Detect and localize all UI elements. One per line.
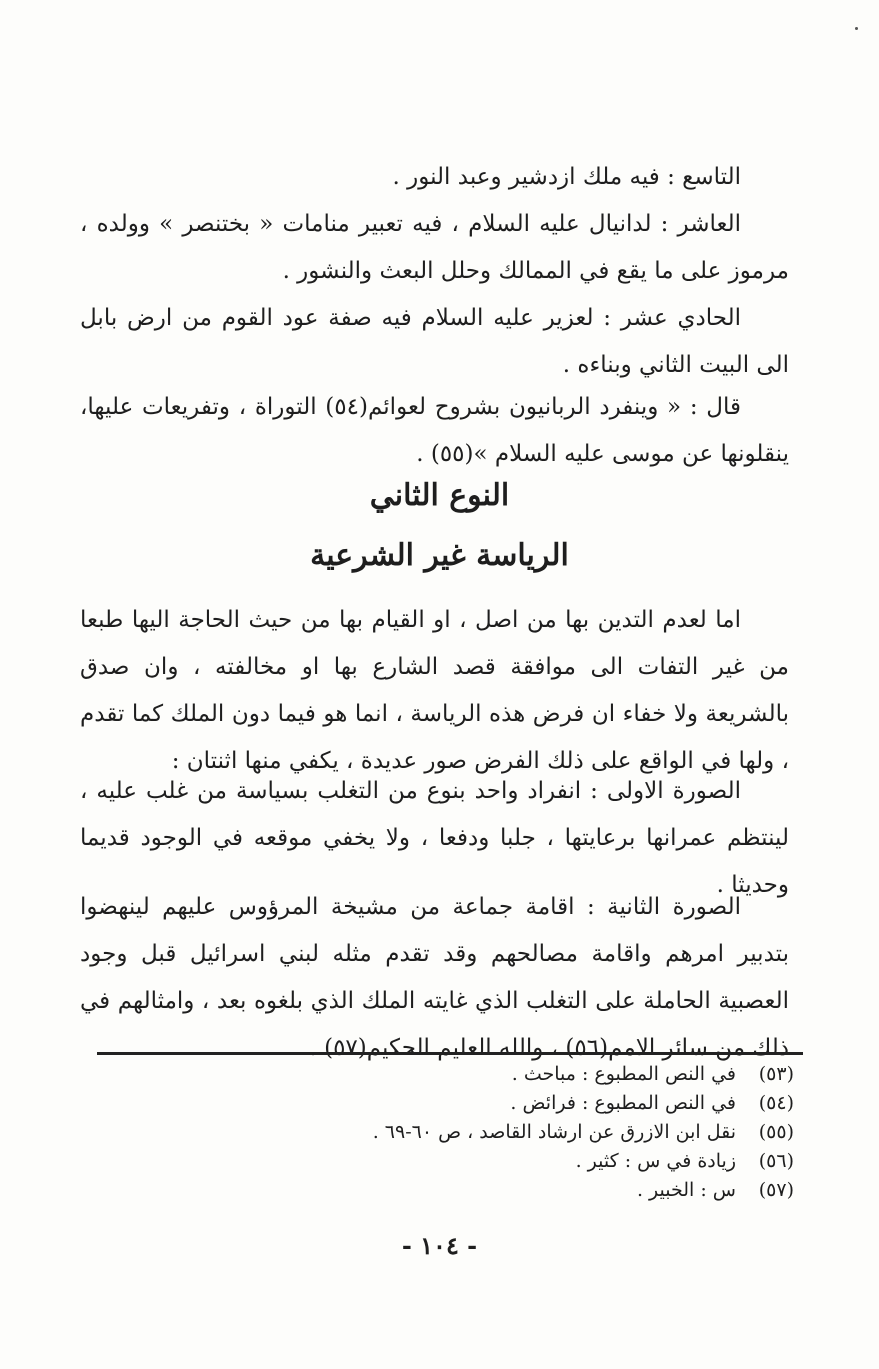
paragraph-tenth: العاشر : لدانيال عليه السلام ، فيه تعبير منامات « بختنصر » وولده ، مرموز على ما يقع في الممالك وحلل البعث والنشور .: [80, 211, 789, 284]
footnote-number: (٥٧): [758, 1179, 794, 1201]
footnote-item: [154, 1089, 794, 1118]
footnote-text: زيادة في س : كثير .: [575, 1150, 736, 1172]
paragraph-first-form: الصورة الاولى : انفراد واحد بنوع من التغلب بسياسة من غلب عليه ، لينتظم عمرانها برعايتها ، جلبا ودفعا ، ولا يخفي موقعه في الوجود قديما وحديثا .: [80, 778, 789, 898]
paragraph-quote: قال : « وينفرد الربانيون بشروح لعوائم(٥٤) التوراة ، وتفريعات عليها، ينقلونها عن موسى عليه السلام »(٥٥) .: [80, 394, 789, 467]
footnote-number: (٥٤): [758, 1092, 794, 1114]
footnote-text: في النص المطبوع : فرائض .: [510, 1092, 736, 1114]
footnote-number: (٥٥): [758, 1121, 794, 1143]
footnote-number: (٥٦): [758, 1150, 794, 1172]
paragraph-eleventh: الحادي عشر : لعزير عليه السلام فيه صفة عود القوم من ارض بابل الى البيت الثاني وبناءه .: [80, 305, 789, 378]
footnote-item: [154, 1118, 794, 1147]
footnote-text: نقل ابن الازرق عن ارشاد القاصد ، ص ٦٠-٦٩ .: [372, 1121, 736, 1143]
footnote-item: [154, 1060, 794, 1089]
footnote-divider: [97, 1052, 803, 1055]
paragraph-intro: اما لعدم التدين بها من اصل ، او القيام بها من حيث الحاجة اليها طبعا من غير التفات الى موافقة قصد الشارع بها او مخالفته ، وان صدق بالشريعة ولا خفاء ان فرض هذه الرياسة ، انما هو فيما دون الملك كما تقدم ، ولها في الواقع على ذلك الفرض صور عديدة ، يكفي منها اثنتان :: [80, 607, 789, 774]
paragraph-second-form: الصورة الثانية : اقامة جماعة من مشيخة المرؤوس عليهم لينهضوا بتدبير امرهم واقامة مصالحهم وقد تقدم مثله لبني اسرائيل قبل وجود العصبية الحاملة على التغلب الذي غايته الملك الذي بلغوه بعد ، وامثالهم في ذلك من سائر الامم(٥٦) ، والله العليم الحكيم(٥٧) .: [80, 894, 789, 1061]
section-heading: النوع الثاني: [369, 478, 510, 513]
paragraph-ninth: التاسع : فيه ملك ازدشير وعبد النور .: [392, 164, 741, 190]
subsection-heading: الرياسة غير الشرعية: [310, 538, 569, 573]
footnote-item: [154, 1147, 794, 1176]
footnotes-list: [154, 1060, 794, 1205]
page-number: - ١٠٤ -: [401, 1231, 478, 1260]
scan-speck: [855, 27, 858, 30]
footnote-number: (٥٣): [758, 1063, 794, 1085]
footnote-item: [154, 1176, 794, 1205]
footnote-text: س : الخبير .: [636, 1179, 736, 1201]
footnote-text: في النص المطبوع : مباحث .: [511, 1063, 736, 1085]
